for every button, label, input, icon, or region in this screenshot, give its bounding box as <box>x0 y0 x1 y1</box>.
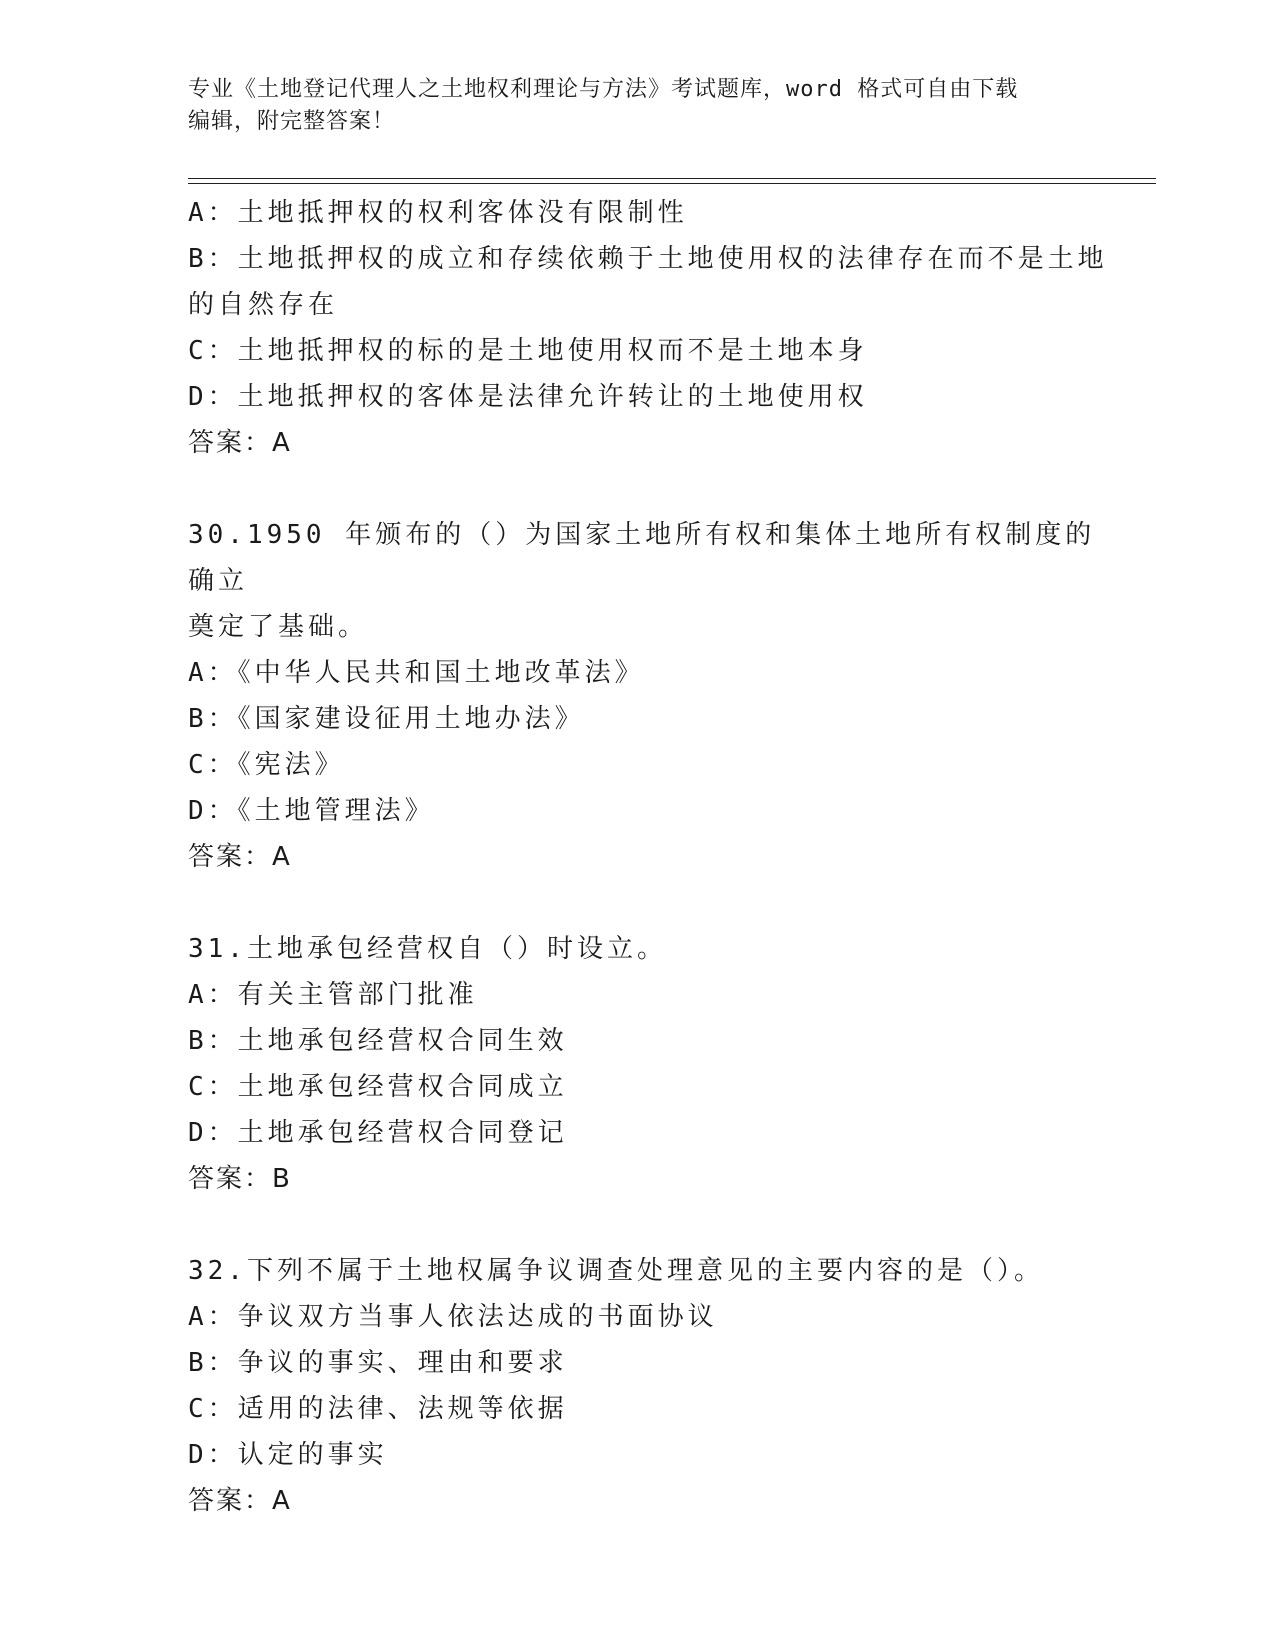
option-b: B：争议的事实、理由和要求 <box>188 1348 568 1378</box>
option-c: C：《宪法》 <box>188 750 345 780</box>
document-header <box>188 74 1088 138</box>
question-stem-continued: 奠定了基础。 <box>188 612 369 642</box>
option-a: A：有关主管部门批准 <box>188 980 478 1010</box>
answer: 答案：A <box>188 1486 292 1516</box>
question-content <box>188 190 1108 1524</box>
question-stem: 31.土地承包经营权自（）时设立。 <box>188 934 667 964</box>
header-line-1: 专业《土地登记代理人之土地权利理论与方法》考试题库，word 格式可自由下载 <box>188 77 1019 102</box>
option-c: C：土地抵押权的标的是土地使用权而不是土地本身 <box>188 336 868 366</box>
option-d: D：认定的事实 <box>188 1440 388 1470</box>
option-d: D：土地抵押权的客体是法律允许转让的土地使用权 <box>188 382 868 412</box>
option-c: C：适用的法律、法规等依据 <box>188 1394 568 1424</box>
option-b-continued: 的自然存在 <box>188 290 339 320</box>
header-divider-bottom <box>188 183 1156 184</box>
question-31 <box>188 926 1108 1202</box>
option-c: C：土地承包经营权合同成立 <box>188 1072 568 1102</box>
spacer <box>188 1202 1108 1248</box>
answer: 答案：A <box>188 428 292 458</box>
header-divider-top <box>188 178 1156 179</box>
question-32 <box>188 1248 1108 1524</box>
question-30 <box>188 512 1108 880</box>
option-a: A：《中华人民共和国土地改革法》 <box>188 658 645 688</box>
option-b: B：土地抵押权的成立和存续依赖于土地使用权的法律存在而不是土地 <box>188 244 1108 274</box>
answer: 答案：B <box>188 1164 292 1194</box>
option-d: D：土地承包经营权合同登记 <box>188 1118 568 1148</box>
spacer <box>188 880 1108 926</box>
answer: 答案：A <box>188 842 292 872</box>
option-b: B：土地承包经营权合同生效 <box>188 1026 568 1056</box>
spacer <box>188 466 1108 512</box>
question-29 <box>188 190 1108 466</box>
option-b: B：《国家建设征用土地办法》 <box>188 704 585 734</box>
option-a: A：土地抵押权的权利客体没有限制性 <box>188 198 688 228</box>
option-a: A：争议双方当事人依法达成的书面协议 <box>188 1302 718 1332</box>
header-line-2: 编辑，附完整答案！ <box>188 109 396 134</box>
option-d: D：《土地管理法》 <box>188 796 435 826</box>
question-stem: 32.下列不属于土地权属争议调查处理意见的主要内容的是（）。 <box>188 1256 1044 1286</box>
question-stem: 30.1950 年颁布的（）为国家土地所有权和集体土地所有权制度的确立 <box>188 520 1096 596</box>
